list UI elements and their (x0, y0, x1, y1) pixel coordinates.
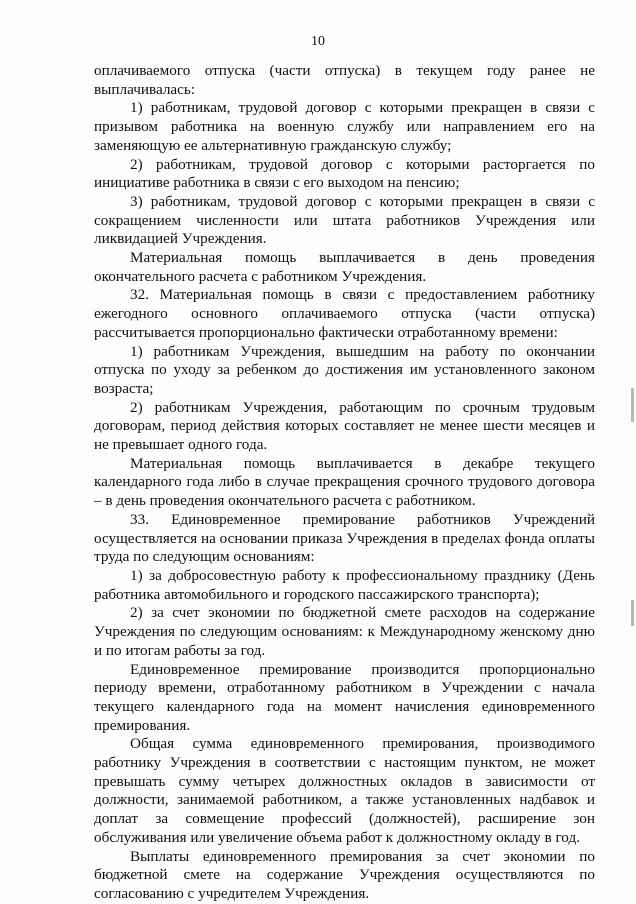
paragraph: 3) работникам, трудовой договор с которыми прекращен в связи с сокращением численности или штата работников Учреждения или ликвидацией Учреждения. (94, 192, 595, 248)
paragraph: 1) работникам Учреждения, вышедшим на работу по окончании отпуска по уходу за ребенком до достижения им установленного законом возраста; (94, 342, 595, 397)
paragraph: Материальная помощь выплачивается в декабре текущего календарного года либо в случае прекращения срочного трудового договора – в день проведения окончательного расчета с работником. (94, 454, 595, 510)
paragraph: 1) работникам, трудовой договор с которыми прекращен в связи с призывом работника на военную службу или направлением его на заменяющую ее альтернативную гражданскую службу; (94, 99, 595, 154)
paragraph: 1) за добросовестную работу к профессиональному празднику (День работника автомобильного и городского пассажирского транспорта); (94, 566, 595, 603)
document-body (94, 62, 595, 904)
paragraph-clause-32: 32. Материальная помощь в связи с предоставлением работнику ежегодного основного оплачиваемого отпуска (части отпуска) рассчитывается пропорционально фактически отработанному времени: (94, 286, 595, 341)
page-number: 10 (311, 34, 325, 49)
paragraph: Выплаты единовременного премирования за счет экономии по бюджетной смете на содержание Учреждения осуществляются по согласованию с учредителем Учреждения. (94, 847, 595, 902)
paragraph: 2) за счет экономии по бюджетной смете расходов на содержание Учреждения по следующим основаниям: к Международному женскому дню и по итогам работы за год. (94, 604, 595, 659)
paragraph-continuation: оплачиваемого отпуска (части отпуска) в текущем году ранее не выплачивалась: (94, 62, 595, 98)
paragraph: Единовременное премирование производится пропорционально периоду времени, отработанному работником в Учреждении с начала текущего календарного года на момент начисления единовременного премирования. (94, 660, 595, 734)
paragraph: 2) работникам Учреждения, работающим по срочным трудовым договорам, период действия которых составляет не менее шести месяцев и не превышает одного года. (94, 398, 595, 454)
paragraph-clause-33: 33. Единовременное премирование работников Учреждений осуществляется на основании приказа Учреждения в пределах фонда оплаты труда по следующим основаниям: (94, 510, 595, 566)
paragraph: Общая сумма единовременного премирования, производимого работнику Учреждения в соответствии с настоящим пунктом, не может превышать сумму четырех должностных окладов в зависимости от должности, занимаемой работником, а также установленных надбавок и доплат за совмещение профессий (должностей), расширение зон обслуживания или увеличение объема работ к должностному окладу в год. (94, 735, 595, 846)
scan-edge-mark (631, 388, 634, 422)
paragraph: Материальная помощь выплачивается в день проведения окончательного расчета с работником Учреждения. (94, 249, 595, 285)
paragraph: 2) работникам, трудовой договор с которыми расторгается по инициативе работника в связи с его выходом на пенсию; (94, 155, 595, 192)
scan-edge-mark (631, 600, 634, 626)
